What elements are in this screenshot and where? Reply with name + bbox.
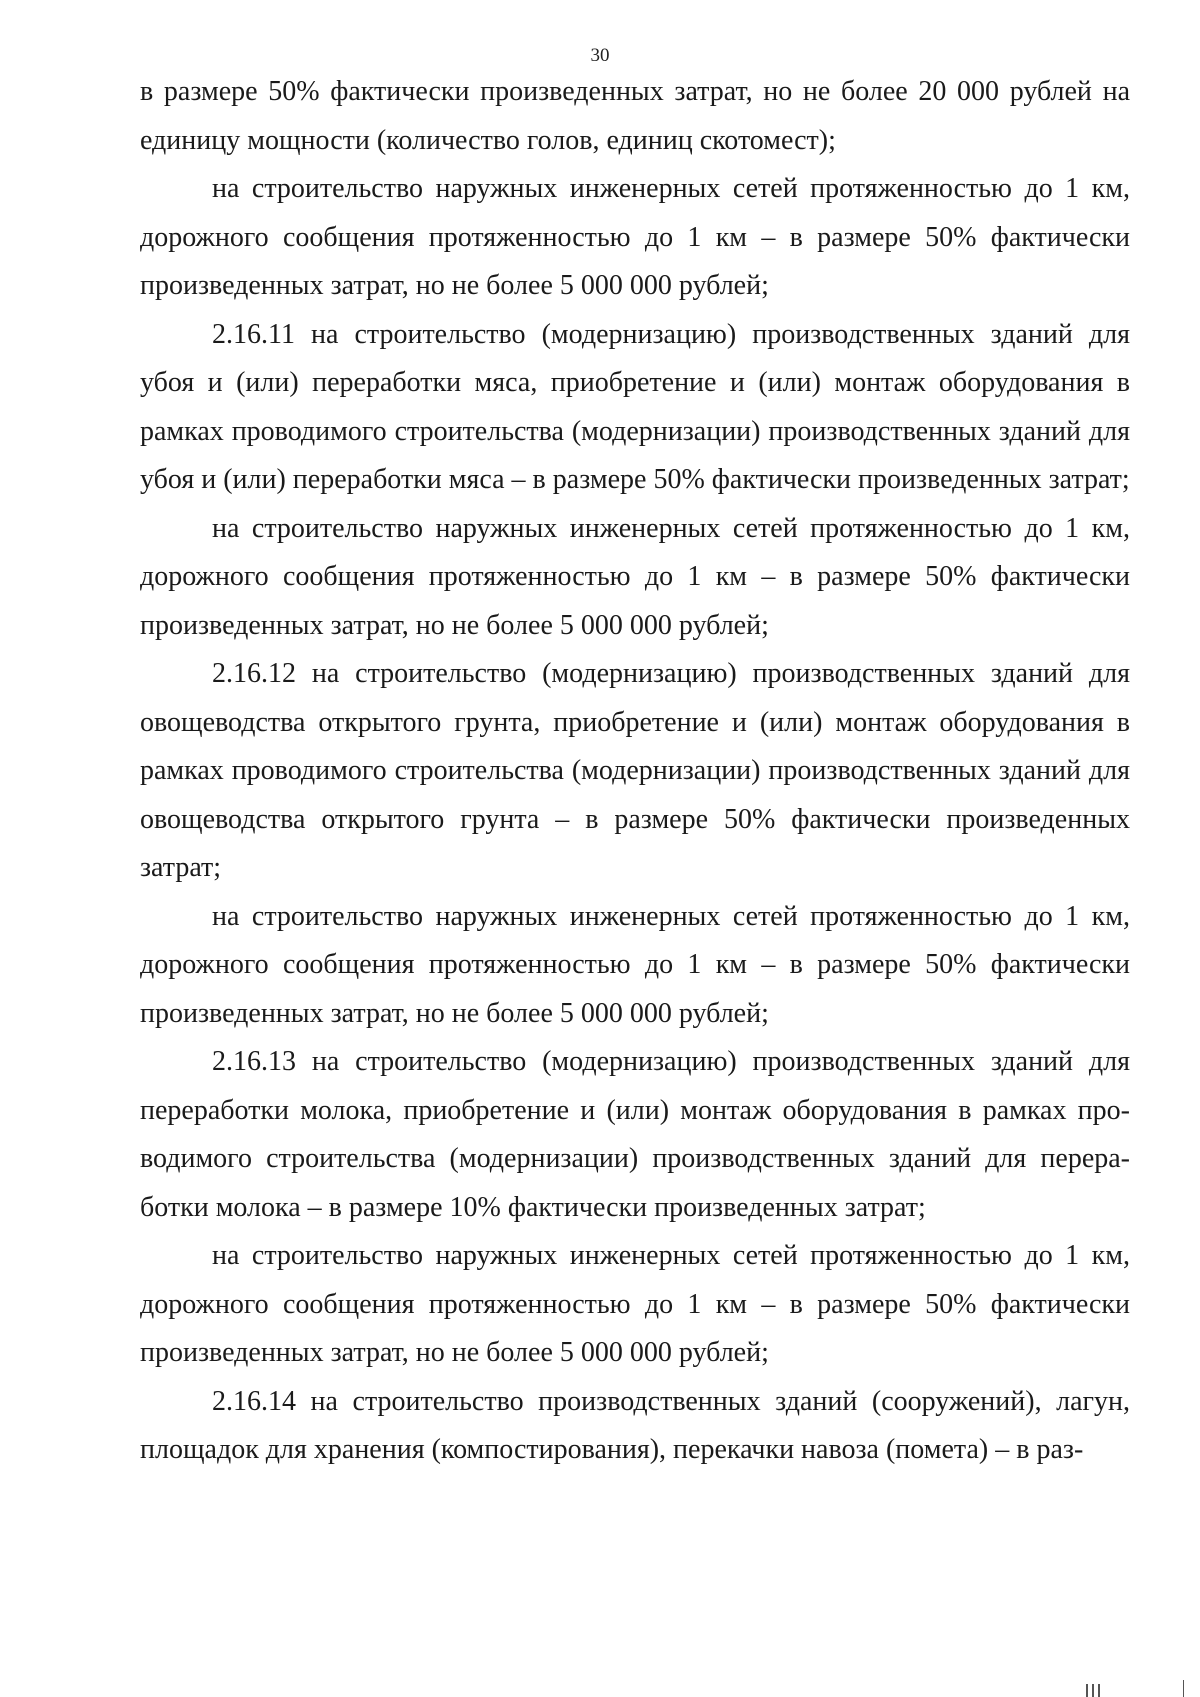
paragraph-2-16-12: 2.16.12 на строительство (модернизацию) производственных зданий для овощеводства открытого грунта, приобретение и (или) монтаж оборудования в рамках проводимого строительства (модернизации) производственных зданий для овощеводства открытого грунта – в размере 50% фактически произведенных затрат; xyxy=(140,658,1130,883)
paragraph-networks-4: на строительство наружных инженерных сетей протяженностью до 1 км, дорожного сообщения протяженностью до 1 км – в размере 50% фактически произведенных затрат, но не более 5 000 000 рублей; xyxy=(140,1240,1130,1368)
paragraph-2-16-13: 2.16.13 на строительство (модернизацию) производственных зданий для переработки молока, приобретение и (или) монтаж оборудования в рамках проводимого строительства (модернизации) производственных зданий для переработки молока – в размере 10% фактически произведенных затрат; xyxy=(140,1046,1130,1223)
scan-artifact-mark xyxy=(1092,1684,1094,1697)
page-number: 30 xyxy=(590,45,610,66)
paragraph-networks-2: на строительство наружных инженерных сетей протяженностью до 1 км, дорожного сообщения протяженностью до 1 км – в размере 50% фактически произведенных затрат, но не более 5 000 000 рублей; xyxy=(140,512,1130,641)
scan-artifact-mark xyxy=(1098,1684,1100,1697)
paragraph-networks-3: на строительство наружных инженерных сетей протяженностью до 1 км, дорожного сообщения протяженностью до 1 км – в размере 50% фактически произведенных затрат, но не более 5 000 000 рублей; xyxy=(140,900,1130,1029)
scan-artifact-mark xyxy=(1183,1680,1184,1697)
paragraph-2-16-14: 2.16.14 на строительство производственных зданий (сооружений), лагун, площадок для хранения (компостирования), перекачки навоза (помета) – в раз- xyxy=(140,1385,1130,1465)
paragraph-networks-1: на строительство наружных инженерных сетей протяженностью до 1 км, дорожного сообщения протяженностью до 1 км – в размере 50% фактически произведенных затрат, но не более 5 000 000 рублей; xyxy=(140,173,1130,301)
paragraph-continuation: в размере 50% фактически произведенных затрат, но не более 20 000 рублей на единицу мощности (количество голов, единиц скотомест); xyxy=(140,76,1130,156)
document-body xyxy=(140,68,1130,1475)
paragraph-2-16-11: 2.16.11 на строительство (модернизацию) производственных зданий для убоя и (или) переработки мяса, приобретение и (или) монтаж оборудования в рамках проводимого строительства (модернизации) производственных зданий для убоя и (или) переработки мяса – в размере 50% фактически произведенных затрат; xyxy=(140,318,1130,495)
scan-artifact-mark xyxy=(1086,1684,1088,1697)
